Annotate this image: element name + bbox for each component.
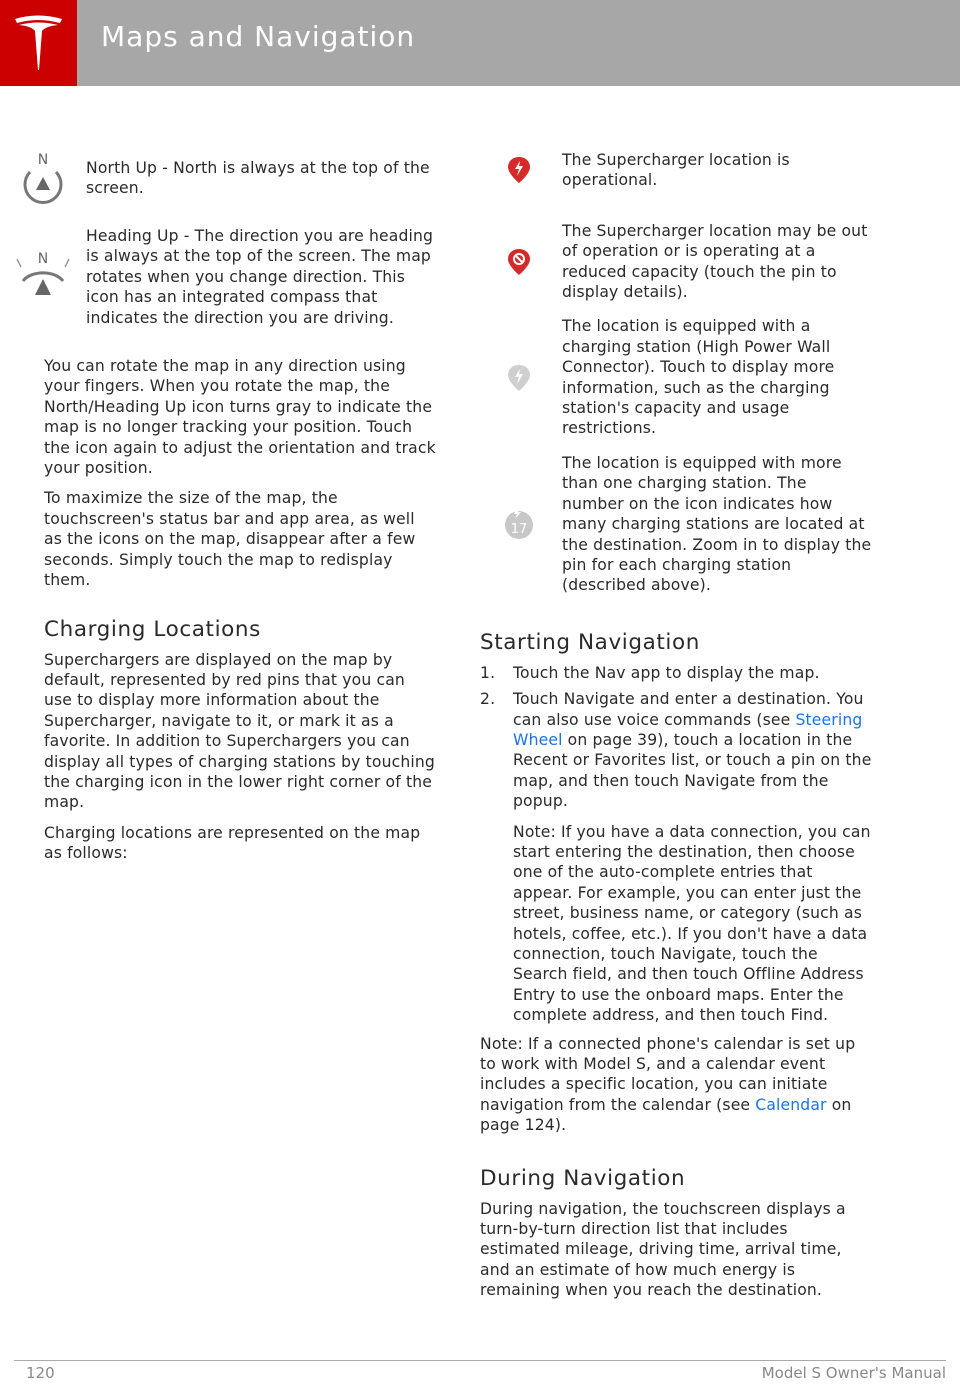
step2-note: Note: If you have a data connection, you can start entering the destination, then choose one of the auto-complete entries that appear. For example, you can enter just the street, business name, or category (such as hotels, coffee, etc.). If you don't have a data connection, touch Navigate, touch the Search field, and then touch Offline Address Entry to use the onboard maps. Enter the complete address, and then touch Find. <box>513 822 871 1025</box>
during-navigation-heading: During Navigation <box>480 1165 686 1191</box>
page-number: 120 <box>26 1364 55 1382</box>
tesla-logo-icon <box>13 14 64 72</box>
supercharger-reduced-row <box>480 221 872 303</box>
tesla-logo <box>0 0 77 86</box>
list-item: 2. Touch Navigate and enter a destination. You can also use voice commands (see Steering Wheel on page 39), touch a location in the Recent or Favorites list, or touch a pin on the map, and then touch Navigate from the popup. Note: If you have a data connection, you can start entering the destination, then choose one of the auto-complete entries that appear. For example, you can enter just the street, business name, or category (such as hotels, coffee, etc.). If you don't have a data connection, touch Navigate, touch the Search field, and then touch Offline Address Entry to use the onboard maps. Enter the complete address, and then touch Find. <box>480 690 872 1025</box>
left-column <box>37 150 436 874</box>
supercharger-reduced-text: The Supercharger location may be out of operation or is operating at a reduced capacity (touch the pin to display details). <box>562 221 868 302</box>
supercharger-operational-row <box>480 150 872 191</box>
during-navigation-paragraph: During navigation, the touchscreen displays a turn-by-turn direction list that includes estimated mileage, driving time, arrival time, and an estimate of how much energy is remaining when you reach the destination. <box>480 1199 846 1300</box>
north-letter: N <box>37 152 49 168</box>
north-up-icon <box>15 150 71 206</box>
charging-represented-paragraph: Charging locations are represented on the map as follows: <box>44 823 421 863</box>
steering-wheel-link[interactable]: Steering Wheel <box>513 710 863 749</box>
starting-navigation-heading: Starting Navigation <box>480 629 700 655</box>
charging-cluster-text: The location is equipped with more than one charging station. The number on the icon indicates how many charging stations are located at the destination. Zoom in to display the pin for each charging station (described above). <box>562 453 872 595</box>
charging-station-row <box>480 316 872 438</box>
charging-station-pin-icon <box>506 363 532 393</box>
supercharger-pin-icon <box>506 155 532 185</box>
heading-north-letter: N <box>37 251 49 268</box>
page-title: Maps and Navigation <box>101 20 416 53</box>
list-item: 1. Touch the Nav app to display the map. <box>480 663 820 682</box>
rotate-paragraph: You can rotate the map in any direction using your fingers. When you rotate the map, the North/Heading Up icon turns gray to indicate the map is no longer tracking your position. Touch the icon again to adjust the orientation and track your position. <box>44 357 436 478</box>
navigation-steps <box>480 663 872 1026</box>
charging-station-text: The location is equipped with a charging station (High Power Wall Connector). Touch to display more information, such as the charging station's capacity and usage restrictions. <box>562 317 835 438</box>
charging-cluster-icon <box>503 506 535 542</box>
charging-paragraph: Superchargers are displayed on the map by default, represented by red pins that you can use to display more information about the Supercharger, navigate to it, or mark it as a favorite. In addition to Superchargers you can display all types of charging stations by touching the charging icon in the lower right corner of the map. <box>44 650 435 812</box>
right-column <box>480 150 872 1311</box>
charging-cluster-row <box>480 453 872 596</box>
heading-up-text: Heading Up - The direction you are heading is always at the top of the screen. The map rotates when you change direction. This icon has an integrated compass that indicates the direction you are driving. <box>86 227 434 327</box>
calendar-link[interactable]: Calendar <box>755 1095 827 1114</box>
north-up-row <box>37 150 436 206</box>
supercharger-reduced-pin-icon <box>506 247 532 277</box>
charging-locations-heading: Charging Locations <box>44 616 261 642</box>
heading-up-row <box>37 226 436 328</box>
supercharger-operational-text: The Supercharger location is operational. <box>562 151 790 190</box>
page-header <box>0 0 960 86</box>
calendar-note: Note: If a connected phone's calendar is set up to work with Model S, and a calendar event includes a specific location, you can initiate navigation from the calendar (see Calendar on page 124). <box>480 1034 856 1135</box>
maximize-paragraph: To maximize the size of the map, the touchscreen's status bar and app area, as well as the icons on the map, disappear after a few seconds. Simply touch the map to redisplay them. <box>44 489 416 590</box>
footer-divider <box>14 1360 946 1361</box>
north-up-text: North Up - North is always at the top of the screen. <box>86 158 430 197</box>
cluster-count: 17 <box>510 522 528 538</box>
heading-up-icon <box>11 249 75 305</box>
footer-title: Model S Owner's Manual <box>761 1364 946 1382</box>
